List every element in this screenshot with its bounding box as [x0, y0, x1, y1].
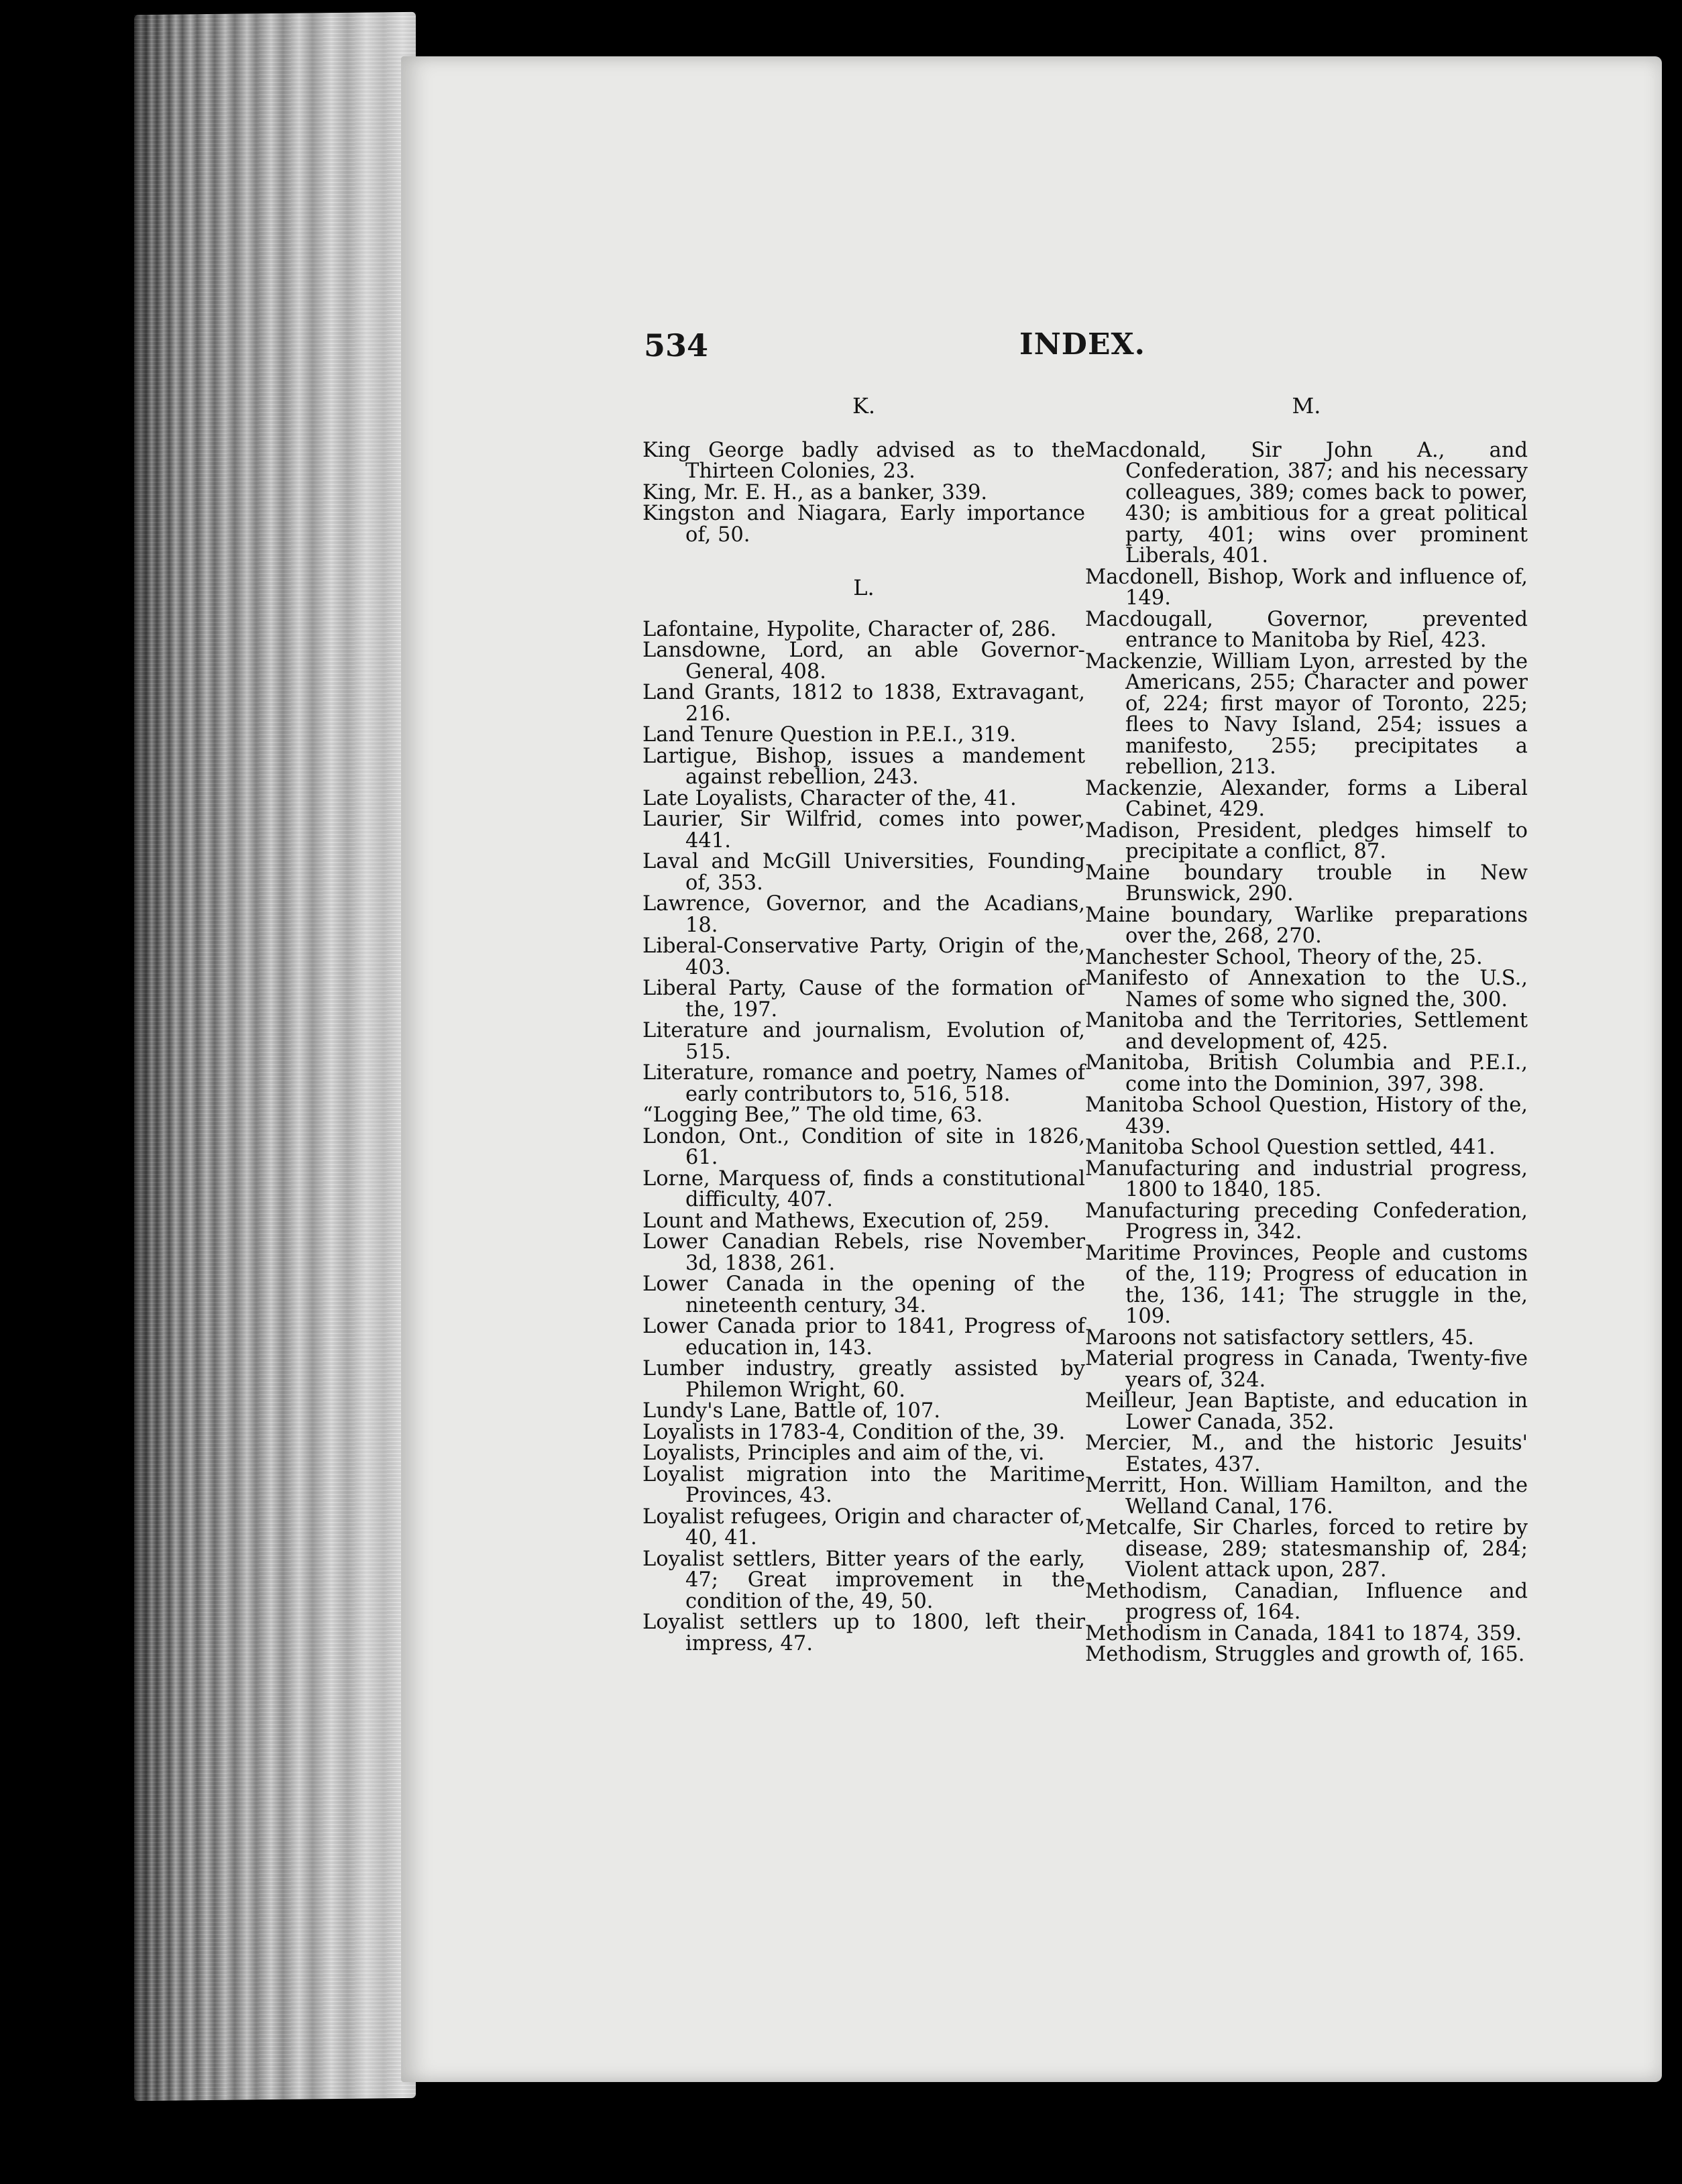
index-entry: Meilleur, Jean Baptiste, and education in Lower Canada, 352.: [1085, 1389, 1528, 1434]
index-entry: Manitoba, British Columbia and P.E.I., come into the Dominion, 397, 398.: [1085, 1051, 1528, 1096]
index-entry: London, Ont., Condition of site in 1826, 61.: [642, 1124, 1085, 1169]
index-entry: Lorne, Marquess of, finds a constitutional difficulty, 407.: [642, 1166, 1085, 1211]
index-entry: Lower Canadian Rebels, rise November 3d, 1838, 261.: [642, 1230, 1085, 1275]
index-entry: Liberal-Conservative Party, Origin of the, 403.: [642, 934, 1085, 979]
index-entry: King George badly advised as to the Thirteen Colonies, 23.: [642, 438, 1085, 483]
index-entry: Manufacturing preceding Confederation, Progress in, 342.: [1085, 1199, 1528, 1244]
section-letter-k: K.: [852, 393, 876, 419]
index-entry: Lartigue, Bishop, issues a mandement against rebellion, 243.: [642, 744, 1085, 789]
page-title: INDEX.: [1019, 327, 1145, 362]
index-entry: Land Grants, 1812 to 1838, Extravagant, 216.: [642, 681, 1085, 726]
index-entry: “Logging Bee,” The old time, 63.: [642, 1103, 983, 1127]
page-number: 534: [644, 327, 709, 364]
index-entry: Loyalist migration into the Maritime Provinces, 43.: [642, 1462, 1085, 1507]
right-column: [1085, 393, 1528, 1666]
index-entry: Maroons not satisfactory settlers, 45.: [1085, 1325, 1474, 1350]
index-entry: Manitoba School Question, History of the, 439.: [1085, 1093, 1528, 1138]
section-k-entries: [642, 440, 1085, 546]
page-header: [644, 327, 1145, 381]
section-letter-m: M.: [1292, 393, 1321, 419]
index-entry: Maritime Provinces, People and customs of the, 119; Progress of education in the, 136, 141; The struggle in the, 109.: [1085, 1241, 1528, 1328]
index-entry: Loyalists, Principles and aim of the, vi.: [642, 1441, 1045, 1465]
section-letter-l: L.: [853, 575, 875, 600]
index-entry: Literature, romance and poetry, Names of early contributors to, 516, 518.: [642, 1061, 1085, 1106]
index-entry: Loyalist refugees, Origin and character of, 40, 41.: [642, 1505, 1085, 1549]
index-entry: Maine boundary, Warlike preparations over the, 268, 270.: [1085, 903, 1528, 948]
index-entry: Manitoba and the Territories, Settlement and development of, 425.: [1085, 1009, 1528, 1054]
index-entry: Methodism, Struggles and growth of, 165.: [1085, 1643, 1525, 1666]
index-entry: Land Tenure Question in P.E.I., 319.: [642, 723, 1017, 747]
left-column: [642, 393, 1085, 1655]
index-entry: Macdonell, Bishop, Work and influence of, 149.: [1085, 565, 1528, 610]
index-entry: Laurier, Sir Wilfrid, comes into power, 441.: [642, 808, 1085, 853]
index-entry: Loyalists in 1783-4, Condition of the, 39.: [642, 1420, 1066, 1444]
index-entry: King, Mr. E. H., as a banker, 339.: [642, 480, 988, 504]
index-entry: Metcalfe, Sir Charles, forced to retire by disease, 289; statesmanship of, 284; Violent attack upon, 287.: [1085, 1516, 1528, 1582]
book-page-edges: [134, 12, 416, 2101]
index-entry: Mercier, M., and the historic Jesuits' Estates, 437.: [1085, 1431, 1528, 1476]
index-entry: Lawrence, Governor, and the Acadians, 18.: [642, 892, 1085, 937]
index-entry: Manifesto of Annexation to the U.S., Names of some who signed the, 300.: [1085, 967, 1528, 1012]
index-entry: Lower Canada in the opening of the nineteenth century, 34.: [642, 1272, 1085, 1317]
index-entry: Manufacturing and industrial progress, 1800 to 1840, 185.: [1085, 1156, 1528, 1201]
index-entry: Material progress in Canada, Twenty-five years of, 324.: [1085, 1347, 1528, 1392]
index-entry: Manchester School, Theory of the, 25.: [1085, 945, 1483, 969]
index-entry: Kingston and Niagara, Early importance of, 50.: [642, 502, 1085, 547]
index-entry: Macdougall, Governor, prevented entrance to Manitoba by Riel, 423.: [1085, 607, 1528, 652]
index-entry: Madison, President, pledges himself to precipitate a conflict, 87.: [1085, 818, 1528, 863]
index-entry: Maine boundary trouble in New Brunswick, 290.: [1085, 861, 1528, 906]
index-entry: Macdonald, Sir John A., and Confederation, 387; and his necessary colleagues, 389; comes back to power, 430; is ambitious for a great political party, 401; wins over prominent Liberals, 401.: [1085, 438, 1528, 567]
index-entry: Mackenzie, Alexander, forms a Liberal Cabinet, 429.: [1085, 776, 1528, 821]
index-entry: Lansdowne, Lord, an able Governor-General, 408.: [642, 639, 1085, 684]
index-entry: Laval and McGill Universities, Founding of, 353.: [642, 850, 1085, 895]
index-entry: Mackenzie, William Lyon, arrested by the Americans, 255; Character and power of, 224; first mayor of Toronto, 225; flees to Navy Island, 254; issues a manifesto, 255; precipitates a rebellion, 213.: [1085, 649, 1528, 779]
index-entry: Methodism in Canada, 1841 to 1874, 359.: [1085, 1621, 1522, 1645]
index-entry: Lount and Mathews, Execution of, 259.: [642, 1209, 1050, 1233]
index-entry: Literature and journalism, Evolution of, 515.: [642, 1019, 1085, 1064]
section-m-entries: [1085, 440, 1528, 1666]
index-entry: Late Loyalists, Character of the, 41.: [642, 786, 1017, 810]
index-entry: Liberal Party, Cause of the formation of the, 197.: [642, 977, 1085, 1022]
section-l-entries: [642, 619, 1085, 1655]
index-entry: Loyalist settlers up to 1800, left their impress, 47.: [642, 1610, 1085, 1655]
index-entry: Manitoba School Question settled, 441.: [1085, 1136, 1496, 1159]
index-entry: Lafontaine, Hypolite, Character of, 286.: [642, 617, 1057, 641]
index-entry: Lundy's Lane, Battle of, 107.: [642, 1399, 941, 1423]
index-entry: Merritt, Hon. William Hamilton, and the Welland Canal, 176.: [1085, 1474, 1528, 1519]
index-entry: Methodism, Canadian, Influence and progress of, 164.: [1085, 1579, 1528, 1624]
index-entry: Loyalist settlers, Bitter years of the early, 47; Great improvement in the condition of the, 49, 50.: [642, 1547, 1085, 1613]
index-entry: Lumber industry, greatly assisted by Philemon Wright, 60.: [642, 1357, 1085, 1402]
index-entry: Lower Canada prior to 1841, Progress of education in, 143.: [642, 1315, 1085, 1360]
